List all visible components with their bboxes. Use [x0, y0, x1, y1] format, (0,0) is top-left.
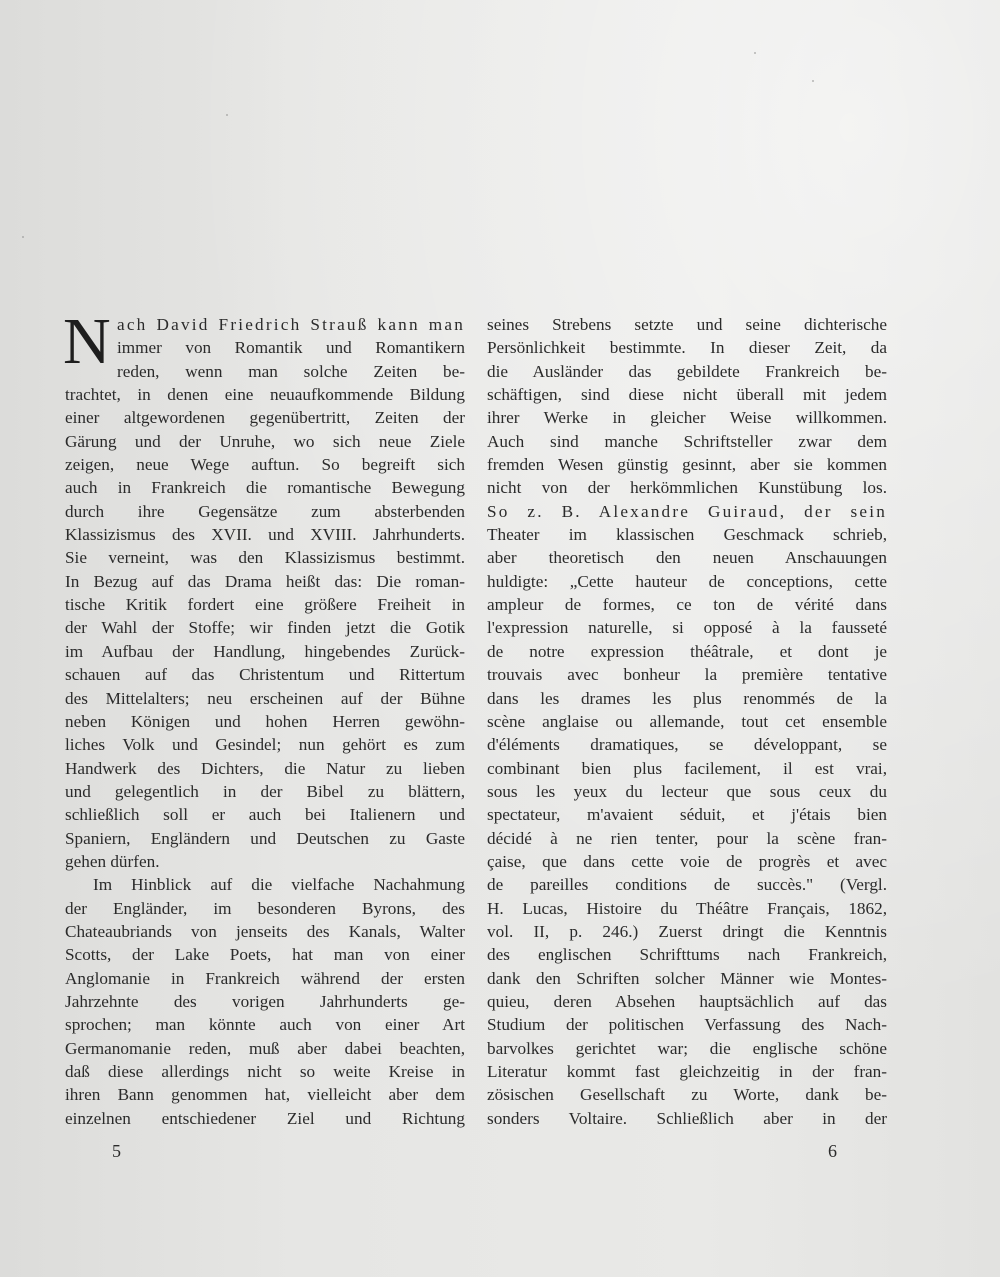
text-line: schauen auf das Christentum und Rittertum	[65, 665, 465, 685]
text-line: tische Kritik fordert eine größere Freiheit in	[65, 595, 465, 615]
text-line: combinant bien plus facilement, il est vrai,	[487, 758, 887, 778]
text-line: huldigte: „Cette hauteur de conceptions, cette	[487, 571, 887, 591]
text-line: çaise, que dans cette voie de progrès et avec	[487, 851, 887, 871]
text-line: seines Strebens setzte und seine dichterische	[487, 315, 887, 334]
text-line: schließlich soll er auch bei Italienern und	[65, 805, 465, 825]
text-line: des Mittelalters; neu erscheinen auf der Bühne	[65, 688, 465, 708]
text-line: Chateaubriands von jenseits des Kanals, Walter	[65, 921, 465, 941]
text-line: gehen dürfen.	[65, 851, 160, 871]
text-line: Anglomanie in Frankreich während der ersten	[65, 968, 465, 988]
text-line: Gärung und der Unruhe, wo sich neue Ziele	[65, 431, 465, 451]
text-line: des englischen Schrifttums nach Frankreich,	[487, 945, 887, 965]
page-number-right: 6	[828, 1141, 837, 1161]
text-line: einzelnen entschiedener Ziel und Richtung	[65, 1108, 465, 1128]
text-line: zeigen, neue Wege auftun. So begreift sich	[65, 455, 465, 475]
text-line: scène anglaise ou allemande, tout cet ensemble	[487, 711, 887, 731]
text-line: einer altgewordenen gegenübertritt, Zeiten der	[65, 408, 465, 428]
text-line: sous les yeux du lecteur que sous ceux du	[487, 781, 887, 801]
text-line: schäftigen, sind diese nicht überall mit jedem	[487, 385, 887, 405]
text-line: durch ihre Gegensätze zum absterbenden	[65, 501, 465, 521]
page-number-left: 5	[112, 1141, 121, 1161]
text-line: fremden Wesen günstig gesinnt, aber sie kommen	[487, 455, 887, 475]
text-line: dans les drames les plus renommés de la	[487, 688, 887, 708]
text-line: Handwerk des Dichters, die Natur zu lieben	[65, 758, 465, 778]
text-line: im Aufbau der Handlung, hingebendes Zurück-	[65, 641, 465, 661]
text-line: de pareilles conditions de succès." (Vergl.	[487, 875, 887, 895]
text-line: daß diese allerdings nicht so weite Kreise in	[65, 1062, 465, 1081]
paper-speck	[226, 114, 228, 116]
text-line: nicht von der herkömmlichen Kunstübung los.	[487, 478, 887, 498]
text-line: immer von Romantik und Romantikern	[117, 338, 465, 358]
text-line: zösischen Gesellschaft zu Worte, dank be-	[487, 1085, 887, 1105]
text-line: liches Volk und Gesindel; nun gehört es zum	[65, 735, 465, 755]
paper-speck	[812, 80, 814, 82]
text-line: und gelegentlich in der Bibel zu blättern,	[65, 781, 465, 801]
text-line: Jahrzehnte des vorigen Jahrhunderts ge-	[65, 991, 465, 1011]
text-line: de notre expression théâtrale, et dont je	[487, 641, 887, 661]
text-line	[65, 313, 465, 336]
text-line: ihrer Werke in gleicher Weise willkommen.	[487, 408, 887, 428]
text-line: So z. B. Alexandre Guiraud, der sein	[487, 501, 887, 521]
text-line: dank den Schriften solcher Männer wie Montes-	[487, 968, 887, 988]
text-line: Literatur kommt fast gleichzeitig in der fran-	[487, 1062, 887, 1081]
text-line-content: ach David Friedrich Strauß kann man	[117, 315, 465, 334]
text-line: quieu, deren Absehen hauptsächlich auf das	[487, 991, 887, 1011]
text-line: Klassizismus des XVII. und XVIII. Jahrhunderts.	[65, 525, 465, 545]
text-line: trachtet, in denen eine neuaufkommende Bildung	[65, 385, 465, 405]
paper-speck	[22, 236, 24, 238]
text-line: Studium der politischen Verfassung des Nach-	[487, 1015, 887, 1035]
dropcap-letter: N	[63, 305, 111, 378]
text-line: reden, wenn man solche Zeiten be-	[117, 361, 465, 381]
text-line: der Engländer, im besonderen Byrons, des	[65, 898, 465, 918]
text-line: der Wahl der Stoffe; wir finden jetzt die Gotik	[65, 618, 465, 638]
text-line: spectateur, m'avaient séduit, et j'étais bien	[487, 805, 887, 825]
text-line: barvolkes gerichtet war; die englische schöne	[487, 1038, 887, 1058]
paragraph-start-line: Im Hinblick auf die vielfache Nachahmung	[93, 875, 465, 895]
text-line: ampleur de formes, ce ton de vérité dans	[487, 595, 887, 615]
text-line: sprochen; man könnte auch von einer Art	[65, 1015, 465, 1035]
text-line: ihren Bann genommen hat, vielleicht aber dem	[65, 1085, 465, 1105]
text-line: l'expression naturelle, si opposé à la fausseté	[487, 618, 887, 638]
text-line: Germanomanie reden, muß aber dabei beachten,	[65, 1038, 465, 1058]
text-line: vol. II, p. 246.) Zuerst dringt die Kenntnis	[487, 921, 887, 941]
text-line: die Ausländer das gebildete Frankreich be-	[487, 361, 887, 381]
paper-speck	[754, 52, 756, 54]
text-line: Persönlichkeit bestimmte. In dieser Zeit, da	[487, 338, 887, 358]
text-line: Spaniern, Engländern und Deutschen zu Gaste	[65, 828, 465, 848]
text-line: Sie verneint, was den Klassizismus bestimmt.	[65, 548, 465, 568]
text-line: aber theoretisch den neuen Anschauungen	[487, 548, 887, 568]
text-line: trouvais avec bonheur la première tentative	[487, 665, 887, 685]
text-line: Scotts, der Lake Poets, hat man von einer	[65, 945, 465, 965]
text-line: auch in Frankreich die romantische Bewegung	[65, 478, 465, 498]
text-line: Theater im klassischen Geschmack schrieb,	[487, 525, 887, 545]
text-line: neben Königen und hohen Herren gewöhn-	[65, 711, 465, 731]
text-line: In Bezug auf das Drama heißt das: Die roman-	[65, 571, 465, 591]
left-page-text-column	[63, 305, 465, 1130]
text-line: Auch sind manche Schriftsteller zwar dem	[487, 431, 887, 451]
text-line: H. Lucas, Histoire du Théâtre Français, 1862,	[487, 898, 887, 918]
text-line: sonders Voltaire. Schließlich aber in der	[487, 1108, 887, 1128]
text-line: décidé à ne rien tenter, pour la scène fran-	[487, 828, 887, 848]
text-line: d'éléments dramatiques, se développant, se	[487, 735, 887, 755]
right-page-text-column	[487, 313, 887, 1130]
